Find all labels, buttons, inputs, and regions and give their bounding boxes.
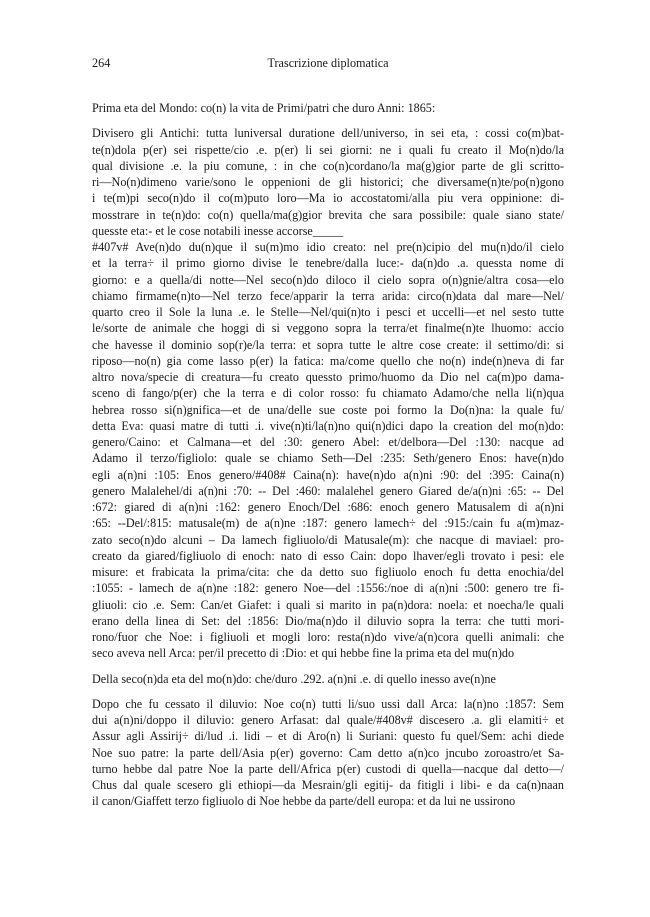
text-line: turno hebbe dal patre Noe la parte dell/Africa p(er) custodi di quella—nacque dal detto—/ xyxy=(92,761,564,776)
text-line: misure: et frabicata la prima/cita: che da detto suo figliuolo enoch fu detta enochia/del xyxy=(92,565,564,579)
text-line: zato seco(n)do alcuni – Da lamech figliuolo/di Matusale(m): che nacque di maviael: pro- xyxy=(92,532,564,547)
text-line: che havesse il dominio sop(r)e/la terra: et sopra tutte le altre cose create: il settimo/di: si xyxy=(92,337,564,352)
text-line: Divisero gli Antichi: tutta luniversal duratione dell/universo, in sei eta, : cossi co(m)bat- xyxy=(92,126,564,141)
text-line: detta Eva: quasi matre di tutti .i. vive(n)ti/la(n)no qui(n)dici dapo la creation del mo(n)do: xyxy=(92,418,564,433)
text-line: gliuoli: cio .e. Sem: Can/et Giafet: i quali si marito in pa(n)dora: noela: et noecha/le quali xyxy=(92,597,564,612)
text-line: ri—No(n)dimeno varie/sono le oppenioni de gli historici; che diversame(n)te/po(n)gono xyxy=(92,175,564,189)
text-line: et la terra÷ il primo giorno divise le tenebre/dalla luce:- da(n)do .a. quessta nome di xyxy=(92,256,564,271)
text-line: chiamo firmame(n)to—Nel terzo fece/apparir la terra arida: circo(n)data dal mare—Nel/ xyxy=(92,288,564,303)
paragraph xyxy=(92,696,564,810)
text-line: egli a(n)ni :105: Enos genero/#408# Caina(n): have(n)do a(n)ni :90: del :395: Caina(n) xyxy=(92,467,564,482)
text-line: :65: --Del/:815: matusale(m) de a(n)ne :187: genero lamech÷ del :915:/cain fu a(m)maz- xyxy=(92,516,564,531)
text-line: genero/Caino: et Calmana—et del :30: genero Abel: et/delbora—Del :130: nacque ad xyxy=(92,435,564,449)
paragraph xyxy=(92,671,564,687)
text-line: riposo—no(n) gia come lasso p(er) la fatica: ma/come quello che no(n) inde(n)neva di far xyxy=(92,353,564,368)
text-line: giorno: e a quella/di notte—Nel seco(n)do diloco il cielo sopra o(n)gnie/altra cosa—elo xyxy=(92,272,564,287)
text-line: Assur agli Assirij÷ di/lud .i. lidi – et di Aro(n) li Suriani: questo fu quel/Sem: achi diede xyxy=(92,729,564,744)
paragraph xyxy=(92,239,564,662)
text-line: seco aveva nell Arca: per/il precetto di :Dio: et qui hebbe fine la prima eta del mu(n)do xyxy=(92,646,515,661)
text-line: qual divisione .e. la piu comune, : in che co(n)cordano/la ma(g)gior parte de gli scritto- xyxy=(92,158,564,173)
text-line: te(n)dola p(er) sei rispette/cio .e. p(er) li sei giorni: ne i quali fu creato il Mo(n)do/la xyxy=(92,142,564,157)
text-line: :1055: - lamech de a(n)ne :182: genero Noe—del :1556:/noe di a(n)ni :500: genero tre fi- xyxy=(92,581,564,596)
document-page xyxy=(92,56,564,810)
text-line: le/sorte de animale che hoggi di si veggono sopra la terra/et finalme(n)te lhuomo: accio xyxy=(92,321,564,336)
running-head xyxy=(92,56,564,72)
text-line: quesste eta:- et le cose notabili inesse accorse_____ xyxy=(92,223,344,238)
page-number: 264 xyxy=(92,56,111,70)
text-line: sceno di fango/p(er) che la terra e di color rosso: fu chiamato Adamo/che nella li(n)qua xyxy=(92,386,564,401)
text-line: dui a(n)ni/doppo il diluvio: genero Arfasat: dal quale/#408v# discesero .a. gli elamiti÷ et xyxy=(92,713,564,727)
paragraph xyxy=(92,125,564,239)
running-title: Trascrizione diplomatica xyxy=(267,56,389,70)
text-line: Dopo che fu cessato il diluvio: Noe co(n) tutti li/suo ussi dall Arca: la(n)no :1857: Sem xyxy=(92,696,564,711)
text-line: Adamo il terzo/figliolo: quale se chiamo Seth—Del :235: Seth/genero Enos: have(n)do xyxy=(92,451,564,466)
text-line: hebrea rosso si(n)gnifica—et de una/delle sue coste poi formo la Do(n)na: la quale fu/ xyxy=(92,402,564,417)
text-line: :672: giared di a(n)ni :162: genero Enoch/Del :686: enoch genero Matusalem di a(n)ni xyxy=(92,500,564,514)
paragraph xyxy=(92,100,564,116)
text-line: erano della linea di Set: del :1856: Dio/ma(n)do il diluvio sopra la terra: che tutti mori- xyxy=(92,613,564,628)
text-line: Noe suo patre: la parte dell/Asia p(er) governo: Cam detto a(n)co jncubo zoroastro/et Sa- xyxy=(92,745,564,760)
text-line: quarto creo il Sole la luna .e. le Stelle—Nel/qui(n)to i pesci et uccelli—et nel sesto tutte xyxy=(92,305,564,319)
text-line: mosstrare in te(n)do: co(n) quella/ma(g)gior brevita che sara possibile: quale siano state/ xyxy=(92,207,564,222)
text-line: Della seco(n)da eta del mo(n)do: che/duro .292. a(n)ni .e. di quello inesso ave(n)ne xyxy=(92,671,496,686)
text-line: Chus dal quale scesero gli ethiopi—da Mesrain/gli egitij- da fitigli i libi- e da ca(n)naan xyxy=(92,778,564,792)
text-line: i te(m)pi seco(n)do il co(m)puto loro—Ma io accostatomi/alla piu vera oppinione: di- xyxy=(92,191,564,206)
text-line: creato da giared/figliuolo di enoch: nato di esso Cain: dopo lhaver/egli trovato i pesi: ele xyxy=(92,548,564,563)
text-line: Prima eta del Mondo: co(n) la vita de Primi/patri che duro Anni: 1865: xyxy=(92,101,436,115)
transcription-body xyxy=(92,100,564,810)
text-line: #407v# Ave(n)do du(n)que il su(m)mo idio creato: nel pre(n)cipio del mu(n)do/il cielo xyxy=(92,240,564,254)
text-line: il canon/Giaffett terzo figliuolo di Noe hebbe da parte/dell europa: et da lui ne ussirono xyxy=(92,794,516,809)
text-line: altro nova/specie di creatura—fu creato quessto primo/huomo da Dio nel ca(m)po dama- xyxy=(92,370,564,384)
text-line: rono/fuor che Noe: i figliuoli et mogli loro: resta(n)do vive/a(n)cora quelli animali: che xyxy=(92,630,564,644)
text-line: genero Malalehel/di a(n)ni :70: -- Del :460: malalehel genero Giared de/a(n)ni :65: -- Del xyxy=(92,483,564,498)
